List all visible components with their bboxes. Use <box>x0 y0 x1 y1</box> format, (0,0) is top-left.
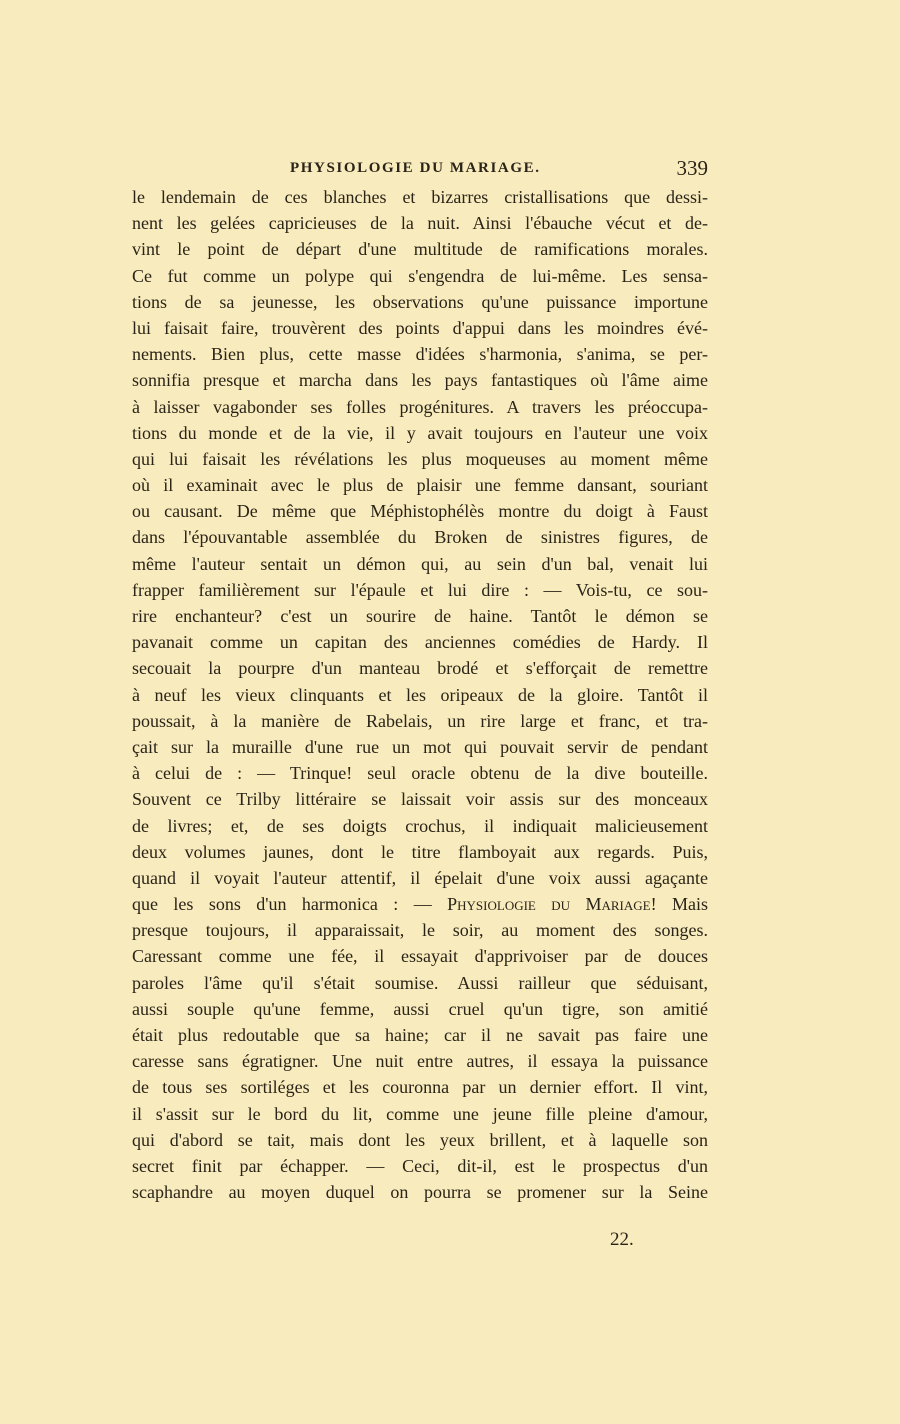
text-line: dans l'épouvantable assemblée du Broken de sinistres figures, de <box>132 527 708 548</box>
text-line: presque toujours, il apparaissait, le soir, au moment des songes. <box>132 920 708 941</box>
text-line: deux volumes jaunes, dont le titre flamboyait aux regards. Puis, <box>132 841 708 862</box>
text-line: qui lui faisait les révélations les plus moqueuses au moment même <box>132 448 708 469</box>
text-line: à laisser vagabonder ses folles progénitures. A travers les préoccupa- <box>132 396 708 417</box>
text-line: qui d'abord se tait, mais dont les yeux brillent, et à laquelle son <box>132 1129 708 1150</box>
text-line: à neuf les vieux clinquants et les oripeaux de la gloire. Tantôt il <box>132 684 708 705</box>
text-line: tions de sa jeunesse, les observations qu'une puissance importune <box>132 291 708 312</box>
text-line: sonnifia presque et marcha dans les pays fantastiques où l'âme aime <box>132 370 708 391</box>
running-title: PHYSIOLOGIE DU MARIAGE. <box>290 160 541 176</box>
page-body-text <box>132 184 708 1205</box>
text-line: vint le point de départ d'une multitude de ramifications morales. <box>132 239 708 260</box>
text-line: était plus redoutable que sa haine; car il ne savait pas faire une <box>132 1025 708 1045</box>
text-line: aussi souple qu'une femme, aussi cruel qu'un tigre, son amitié <box>132 998 708 1019</box>
text-line: Souvent ce Trilby littéraire se laissait voir assis sur des monceaux <box>132 789 708 810</box>
text-line: même l'auteur sentait un démon qui, au sein d'un bal, venait lui <box>132 553 708 574</box>
text-line: il s'assit sur le bord du lit, comme une jeune fille pleine d'amour, <box>132 1103 708 1124</box>
text-line: poussait, à la manière de Rabelais, un rire large et franc, et tra- <box>132 710 708 731</box>
text-line: ou causant. De même que Méphistophélès montre du doigt à Faust <box>132 501 708 522</box>
text-line: lui faisait faire, trouvèrent des points d'appui dans les moindres évé- <box>132 317 708 338</box>
text-line: nent les gelées capricieuses de la nuit. Ainsi l'ébauche vécut et de- <box>132 213 708 234</box>
text-line: à celui de : — Trinque! seul oracle obtenu de la dive bouteille. <box>132 763 708 784</box>
text-line: secouait la pourpre d'un manteau brodé et s'efforçait de remettre <box>132 658 708 679</box>
book-title-smallcaps: Physiologie du Mariage <box>447 894 651 915</box>
text-line: le lendemain de ces blanches et bizarres cristallisations que dessi- <box>132 187 708 207</box>
text-line: où il examinait avec le plus de plaisir une femme dansant, souriant <box>132 475 708 496</box>
text-line: que les sons d'un harmonica : — Physiologie du Mariage! Mais <box>132 894 709 915</box>
text-line: paroles l'âme qu'il s'était soumise. Aussi railleur que séduisant, <box>132 972 708 993</box>
text-line: pavanait comme un capitan des anciennes comédies de Hardy. Il <box>132 632 708 653</box>
running-header <box>132 156 708 182</box>
text-line: secret finit par échapper. — Ceci, dit-il, est le prospectus d'un <box>132 1155 708 1176</box>
page-number: 339 <box>676 156 708 180</box>
text-line: frapper familièrement sur l'épaule et lui dire : — Vois-tu, ce sou- <box>132 579 708 600</box>
text-line: Caressant comme une fée, il essayait d'apprivoiser par de douces <box>132 946 708 967</box>
text-line: de tous ses sortiléges et les couronna par un dernier effort. Il vint, <box>132 1077 708 1098</box>
text-line: de livres; et, de ses doigts crochus, il indiquait malicieusement <box>132 815 708 836</box>
text-line: quand il voyait l'auteur attentif, il épelait d'une voix aussi agaçante <box>132 867 708 888</box>
text-line: nements. Bien plus, cette masse d'idées s'harmonia, s'anima, se per- <box>132 344 708 365</box>
text-line: rire enchanteur? c'est un sourire de haine. Tantôt le démon se <box>132 606 708 626</box>
text-line: tions du monde et de la vie, il y avait toujours en l'auteur une voix <box>132 422 708 443</box>
signature-mark: 22. <box>610 1229 634 1250</box>
text-line: scaphandre au moyen duquel on pourra se promener sur la Seine <box>132 1182 708 1203</box>
text-line: çait sur la muraille d'une rue un mot qui pouvait servir de pendant <box>132 736 708 757</box>
text-line: Ce fut comme un polype qui s'engendra de lui-même. Les sensa- <box>132 265 708 286</box>
text-line: caresse sans égratigner. Une nuit entre autres, il essaya la puissance <box>132 1051 708 1072</box>
